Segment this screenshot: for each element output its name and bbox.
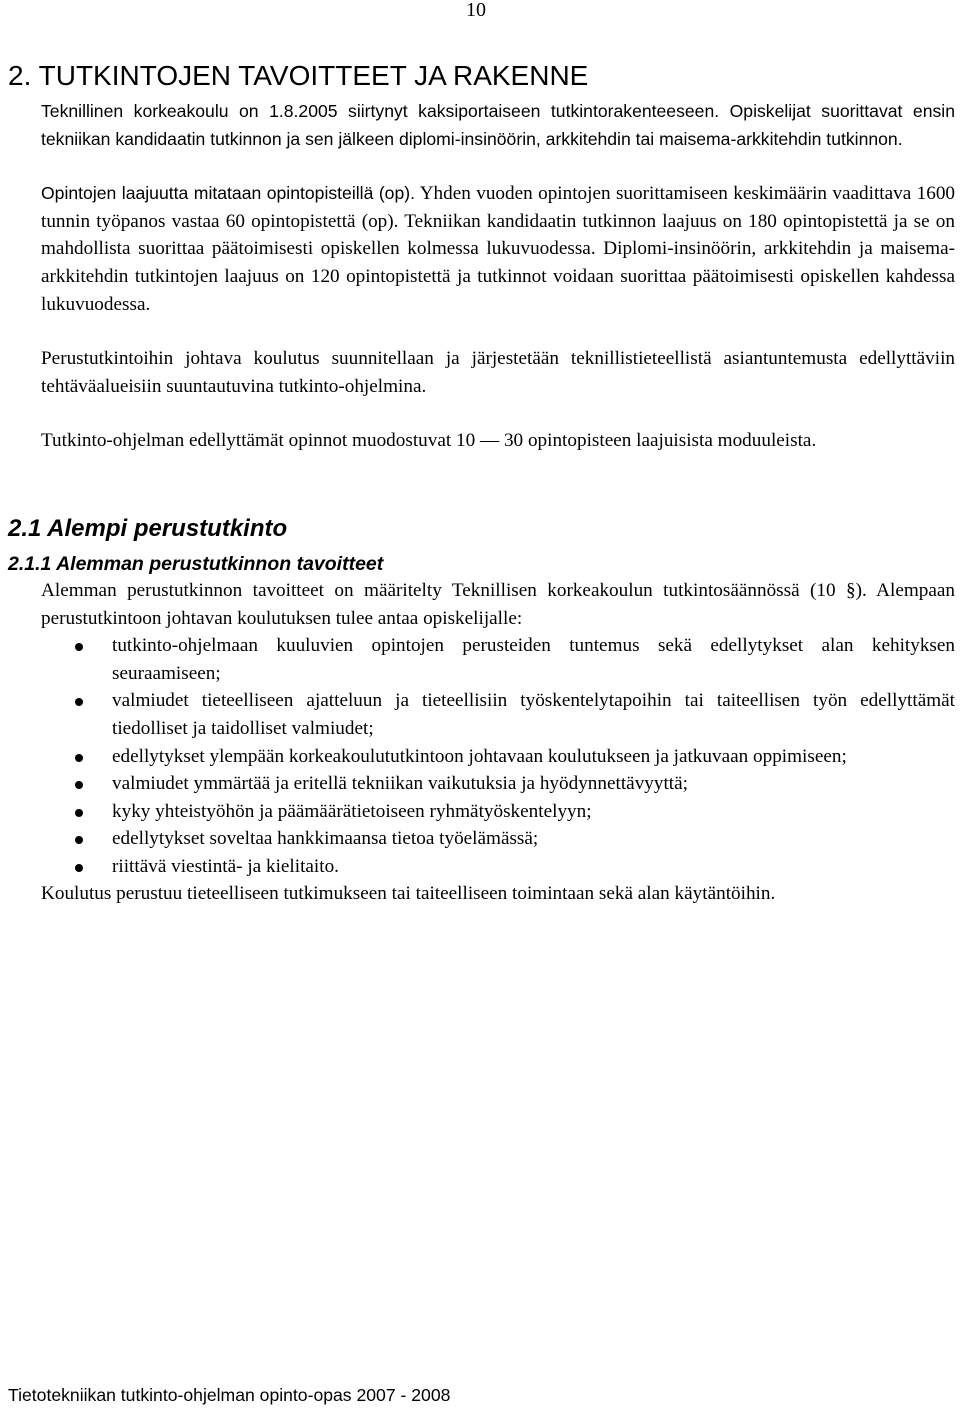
bullet-icon [75, 781, 83, 789]
goals-intro-paragraph: Alemman perustutkinnon tavoitteet on määritelty Teknillisen korkeakoulun tutkintosäännössä (10 §). Alempaan perustutkintoon johtavan koulutuksen tulee antaa opiskelijalle: [41, 579, 955, 629]
page-footer: Tietotekniikan tutkinto-ohjelman opinto-opas 2007 - 2008 [8, 1385, 451, 1405]
degree-programs-paragraph: Perustutkintoihin johtava koulutus suunnitellaan ja järjestetään teknillistieteellistä asiantuntemusta edellyttäviin tehtäväalueisiin suuntautuvina tutkinto-ohjelmina. [41, 348, 955, 397]
list-item-text: kyky yhteistyöhön ja päämäärätietoiseen ryhmätyöskentelyyn; [112, 800, 592, 822]
closing-paragraph: Koulutus perustuu tieteelliseen tutkimukseen tai taiteelliseen toimintaan sekä alan käytäntöihin. [41, 883, 776, 905]
list-item-text: valmiudet tieteelliseen ajatteluun ja tieteellisiin työskentelytapoihin tai taiteellisen työn edellyttämät tiedolliset ja taidolliset valmiudet; [112, 690, 955, 739]
list-item-text: valmiudet ymmärtää ja eritellä tekniikan vaikutuksia ja hyödynnettävyyttä; [112, 773, 688, 795]
credits-body: Yhden vuoden opintojen suorittamiseen keskimäärin vaadittava 1600 tunnin työpanos vastaa 60 opintopistettä (op). Tekniikan kandidaatin tutkinnon laajuus on 180 opintopistettä ja se on mahdollista suorittaa päätoimisesti opiskellen kolmessa lukuvuodessa. Diplomi-insinöörin, arkkitehdin ja maisema-arkkitehdin tutkintojen laajuus on 120 opintopistettä ja tutkinnot voidaan suorittaa päätoimisesti opiskellen kahdessa lukuvuodessa. [41, 183, 956, 315]
bullet-icon [75, 754, 83, 762]
list-item [41, 743, 955, 771]
page-content [8, 58, 956, 908]
bullet-icon [75, 809, 83, 817]
list-item [41, 853, 955, 881]
subsection-title: 2.1.1 Alemman perustutkinnon tavoitteet [8, 552, 384, 575]
list-item-text: tutkinto-ohjelmaan kuuluvien opintojen perusteiden tuntemus sekä edellytykset alan kehityksen seuraamiseen; [112, 635, 955, 684]
list-item [41, 798, 955, 826]
chapter-heading: 2. TUTKINTOJEN TAVOITTEET JA RAKENNE [8, 60, 589, 91]
goals-list [41, 632, 955, 880]
modules-paragraph: Tutkinto-ohjelman edellyttämät opinnot muodostuvat 10 — 30 opintopisteen laajuisista moduuleista. [41, 430, 817, 452]
list-item [41, 770, 955, 798]
credits-lead-sentence: Opintojen laajuutta mitataan opintopisteillä (op). [41, 183, 416, 204]
list-item [41, 825, 955, 853]
page-number: 10 [466, 0, 486, 21]
credits-paragraph [41, 180, 955, 318]
list-item [41, 687, 955, 742]
intro-paragraph: Teknillinen korkeakoulu on 1.8.2005 siirtynyt kaksiportaiseen tutkintorakenteeseen. Opiskelijat suorittavat ensin tekniikan kandidaatin tutkinnon ja sen jälkeen diplomi-insinöörin, arkkitehdin tai maisema-arkkitehdin tutkinnon. [41, 101, 955, 149]
bullet-icon [75, 836, 83, 844]
bullet-icon [75, 698, 83, 706]
bullet-icon [75, 643, 83, 651]
section-title: 2.1 Alempi perustutkinto [8, 514, 288, 542]
bullet-icon [75, 864, 83, 872]
list-item-text: edellytykset ylempään korkeakoulututkintoon johtavaan koulutukseen ja jatkuvaan oppimiseen; [112, 745, 847, 767]
list-item-text: riittävä viestintä- ja kielitaito. [112, 855, 339, 877]
list-item [41, 632, 955, 687]
list-item-text: edellytykset soveltaa hankkimaansa tietoa työelämässä; [112, 828, 539, 850]
